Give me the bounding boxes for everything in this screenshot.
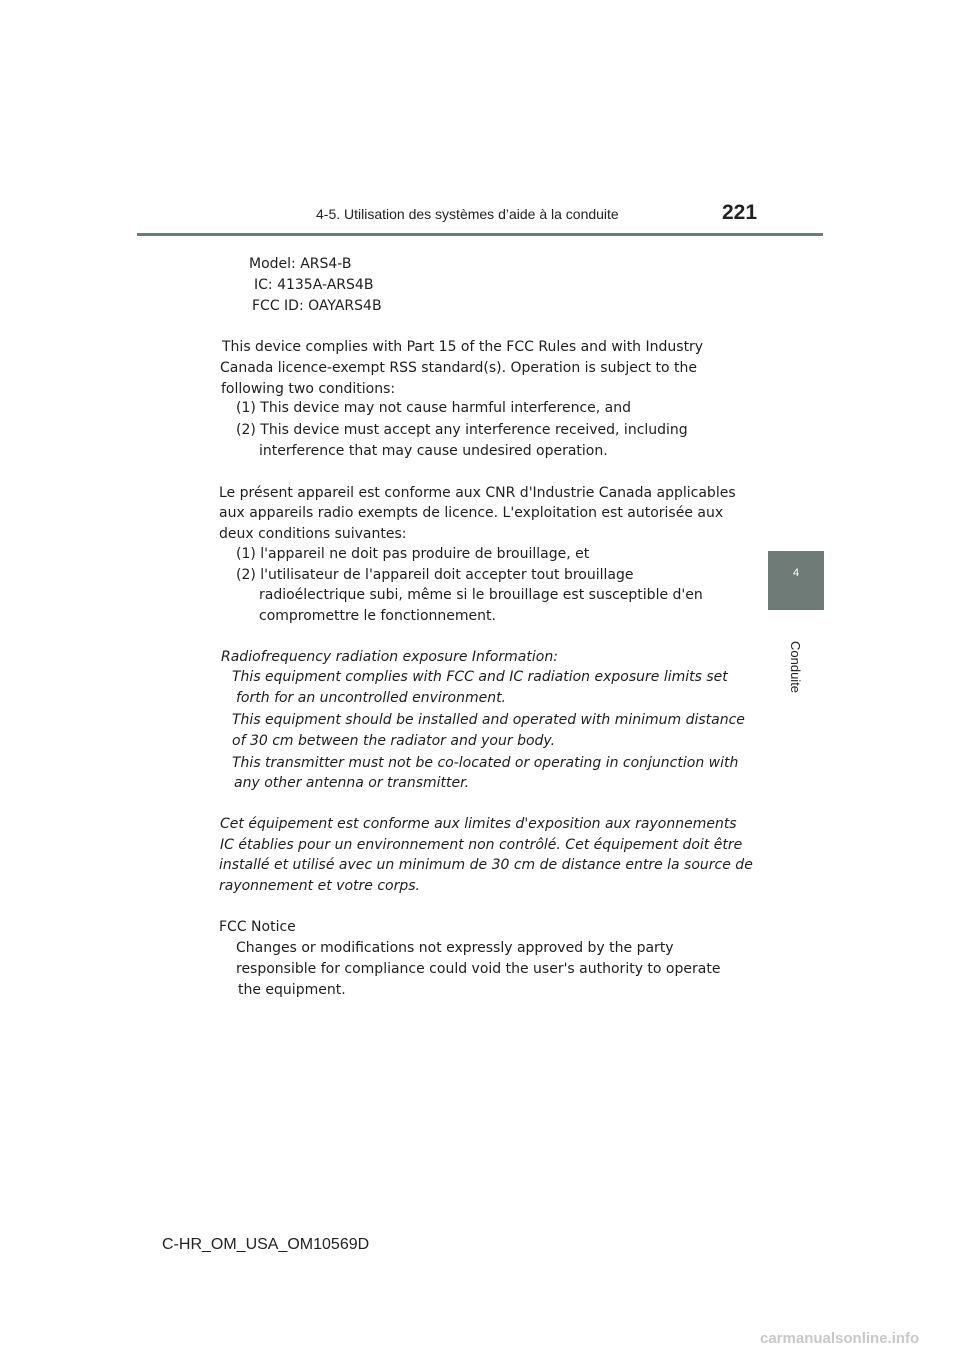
paragraph-line: the equipment.	[238, 982, 346, 998]
section-title: 4-5. Utilisation des systèmes d’aide à la conduite	[316, 206, 619, 222]
chapter-number: 4	[792, 567, 800, 579]
paragraph-line: rayonnement et votre corps.	[219, 878, 420, 894]
paragraph-line: installé et utilisé avec un minimum de 30 cm de distance entre la source de	[219, 857, 753, 873]
paragraph-line: deux conditions suivantes:	[219, 526, 407, 542]
page-number: 221	[722, 201, 758, 224]
condition-line: radioélectrique subi, même si le brouillage est susceptible d'en	[259, 587, 703, 603]
chapter-label: Conduite	[788, 641, 803, 694]
paragraph-line: Changes or modifications not expressly approved by the party	[236, 940, 674, 956]
paragraph-line: aux appareils radio exempts de licence. L'exploitation est autorisée aux	[219, 505, 724, 521]
header-divider	[137, 233, 823, 236]
paragraph-line: responsible for compliance could void the user's authority to operate	[236, 961, 721, 977]
paragraph-line: Canada licence-exempt RSS standard(s). Operation is subject to the	[220, 360, 697, 376]
fcc-id-line: FCC ID: OAYARS4B	[252, 298, 382, 314]
section-heading: Radiofrequency radiation exposure Information:	[221, 649, 558, 665]
paragraph-line: following two conditions:	[221, 381, 396, 397]
paragraph-line: IC établies pour un environnement non contrôlé. Cet équipement doit être	[220, 837, 743, 853]
condition-line: (2) l'utilisateur de l'appareil doit accepter tout brouillage	[236, 567, 634, 583]
document-code: C-HR_OM_USA_OM10569D	[162, 1236, 370, 1253]
paragraph-line: Cet équipement est conforme aux limites d'exposition aux rayonnements	[220, 816, 737, 832]
paragraph-line: This equipment complies with FCC and IC radiation exposure limits set	[232, 669, 728, 685]
chapter-tab	[768, 551, 824, 610]
condition-line: compromettre le fonctionnement.	[259, 608, 496, 624]
model-line: Model: ARS4-B	[249, 256, 352, 272]
condition-line: (1) l'appareil ne doit pas produire de brouillage, et	[236, 546, 590, 562]
ic-line: IC: 4135A-ARS4B	[254, 277, 374, 293]
condition-line: (1) This device may not cause harmful interference, and	[236, 400, 632, 416]
paragraph-line: Le présent appareil est conforme aux CNR d'Industrie Canada applicables	[219, 485, 736, 501]
paragraph-line: This transmitter must not be co-located or operating in conjunction with	[232, 755, 739, 771]
paragraph-line: any other antenna or transmitter.	[234, 775, 470, 791]
paragraph-line: This equipment should be installed and operated with minimum distance	[232, 712, 745, 728]
section-heading: FCC Notice	[219, 919, 296, 935]
watermark: carmanualsonline.info	[760, 1330, 920, 1347]
paragraph-line: forth for an uncontrolled environment.	[236, 690, 507, 706]
condition-line: (2) This device must accept any interference received, including	[236, 422, 688, 438]
paragraph-line: This device complies with Part 15 of the FCC Rules and with Industry	[222, 339, 704, 355]
condition-line: interference that may cause undesired operation.	[259, 443, 608, 459]
paragraph-line: of 30 cm between the radiator and your body.	[232, 733, 556, 749]
